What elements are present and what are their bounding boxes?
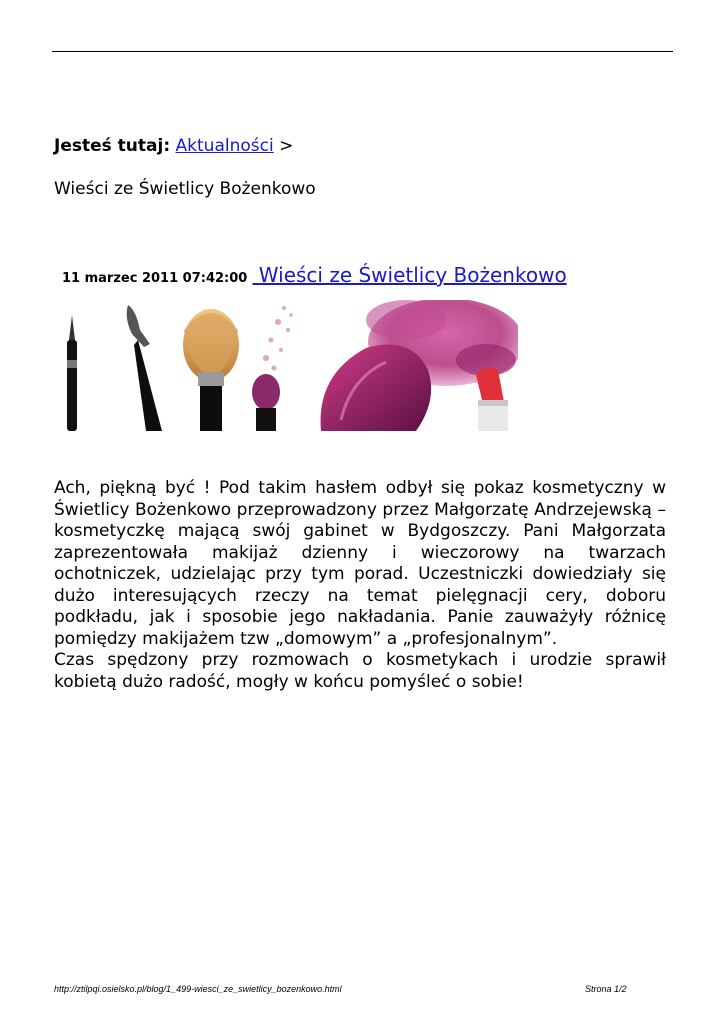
article-paragraph-2: Czas spędzony przy rozmowach o kosmetykach i urodzie sprawił kobietą dużo radość, mogły w końcu pomyśleć o sobie!	[54, 650, 666, 692]
breadcrumb-link-aktualnosci[interactable]: Aktualności	[175, 136, 274, 156]
article-paragraph-1: Ach, piękną być ! Pod takim hasłem odbył się pokaz kosmetyczny w Świetlicy Bożenkowo przeprowadzony przez Małgorzatę Andrzejewską – kosmetyczkę mającą swój gabinet w Bydgoszczy. Pani Małgorzata zaprezentowała makijaż dzienny i wieczorowy na twarzach ochotniczek, udzielając przy tym porad. Uczestniczki dowiedziały się dużo interesujących rzeczy na temat pielęgnacji cery, doboru podkładu, jak i sposobie jego nakładania. Panie zauważyły różnicę pomiędzy makijażem tzw „domowym” a „profesjonalnym”.	[54, 478, 666, 649]
breadcrumb	[54, 134, 293, 158]
article-body	[54, 478, 666, 693]
post-title-text: Wieści ze Świetlicy Bożenkowo	[258, 263, 567, 287]
page-subtitle: Wieści ze Świetlicy Bożenkowo	[54, 179, 316, 199]
breadcrumb-separator: >	[279, 136, 294, 156]
footer-page-number: Strona 1/2	[585, 984, 627, 994]
makeup-brushes-image	[66, 300, 518, 431]
post-header	[62, 260, 567, 294]
footer-url: http://ztilpqi.osielsko.pl/blog/1_499-wiesci_ze_swietlicy_bozenkowo.html	[54, 984, 342, 994]
post-date: 11 marzec 2011 07:42:00	[62, 271, 248, 286]
breadcrumb-label: Jesteś tutaj:	[54, 136, 171, 156]
post-title-link[interactable]	[252, 263, 566, 287]
top-rule	[52, 51, 673, 52]
